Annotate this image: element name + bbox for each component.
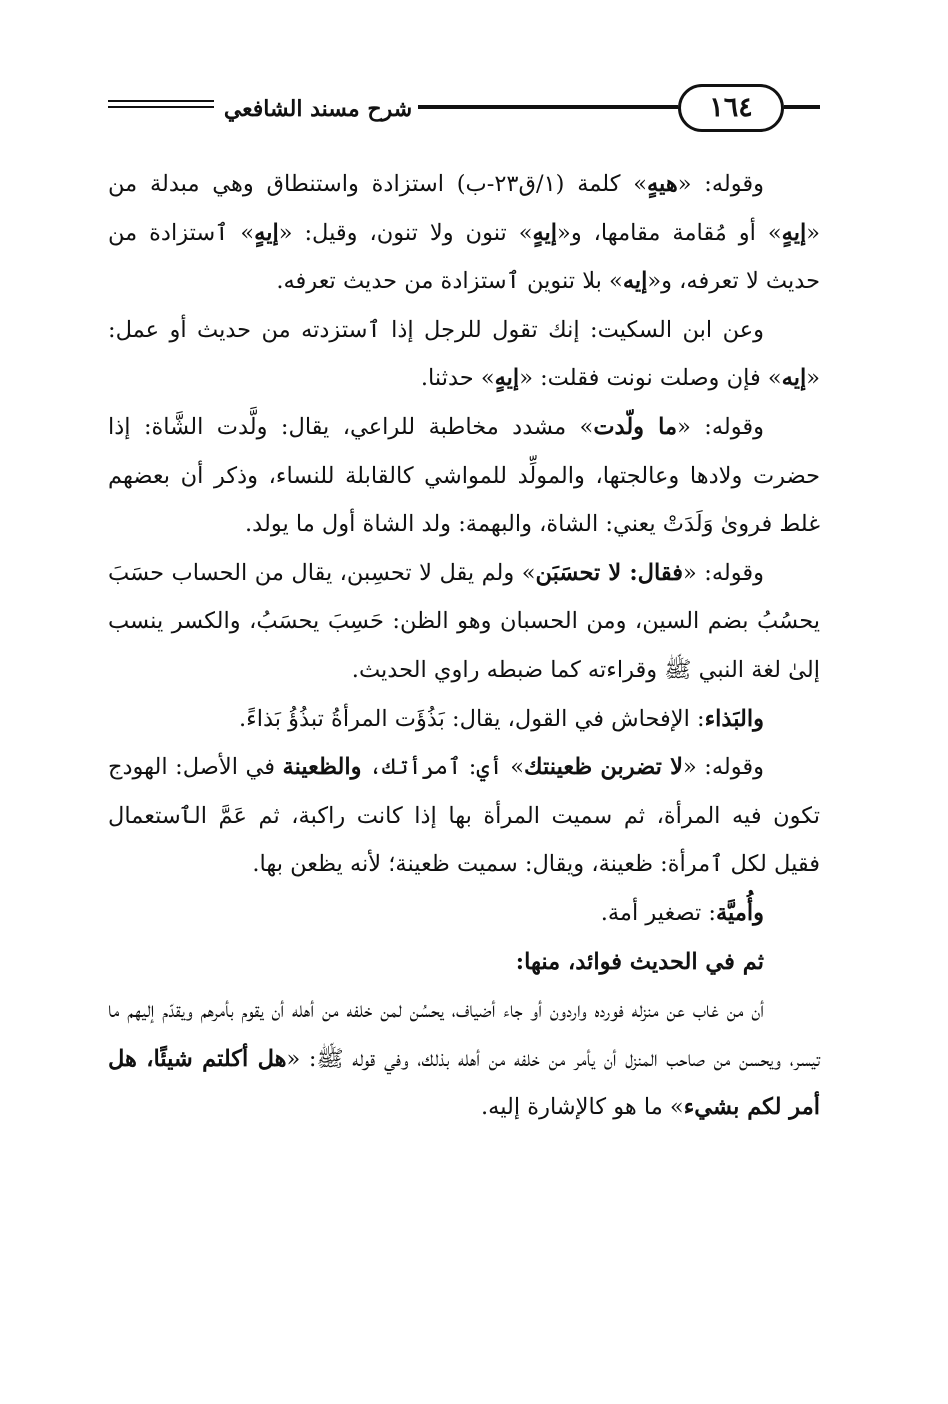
bold-term: إيهٍ xyxy=(781,219,807,246)
bold-term: هل أكلتم شيئًا، هل أمر لكم بشيء xyxy=(108,1045,820,1121)
header-rule xyxy=(418,105,678,109)
text-run: » بلا تنوين ٱستزادة من حديث تعرفه. xyxy=(276,268,623,295)
bold-term: لا تضربن ظعينتك xyxy=(524,754,683,781)
text-run: » أي: ٱمرأتك، xyxy=(361,754,525,781)
page-number: ١٦٤ xyxy=(678,84,784,132)
bold-term: إيهٍ xyxy=(254,219,279,246)
text-run: وقوله: « xyxy=(683,559,764,586)
bold-term: إيهٍ xyxy=(494,365,520,392)
text-run: أن من غاب عن منزله فورده واردون أو جاء أضياف، يحسُن لمن خلفه من أهله أن يقوم بأمرهم ويقدّم إليهم ما تيسر، ويحسن من صاحب المنزل أن يأمر من خلفه من أهله بذلك، وفي قوله ﷺ: « xyxy=(108,997,820,1072)
text-run: » ما هو كالإشارة إليه. xyxy=(481,1094,684,1121)
text-run: وقوله: « xyxy=(677,171,764,197)
page-body xyxy=(108,160,820,1132)
text-run: » مشدد مخاطبة للراعي، يقال: ولَّدت الشَّاة: إذا حضرت ولادها وعالجتها، والمولِّد للمواشي كالقابلة للنساء، وذكر أن بعضهم غلط فروىٰ وَلَدَتْ يعني: الشاة، والبهمة: ولد الشاة أول ما يولد. xyxy=(108,413,820,538)
paragraph xyxy=(108,549,820,695)
paragraph xyxy=(108,695,820,744)
paragraph xyxy=(108,938,820,987)
text-run: وعن ابن السكيت: إنك تقول للرجل إذا ٱستزدته من حديث أو عمل: « xyxy=(108,316,820,392)
running-title: شرح مسند الشافعي xyxy=(220,92,416,126)
paragraph xyxy=(108,403,820,549)
text-run: » أو مُقامة مقامها، و« xyxy=(557,219,782,246)
text-run: » ٱستزادة من حديث لا تعرفه، و« xyxy=(108,219,820,295)
paragraph xyxy=(108,306,820,403)
header-ornament xyxy=(108,100,214,108)
text-run: وقوله: « xyxy=(682,754,765,781)
bold-term: والظعينة xyxy=(282,754,362,781)
header-rule-right xyxy=(784,105,820,109)
text-run: » ولم يقل لا تحسِبن، يقال من الحساب حسَبَ يحسُبُ بضم السين، ومن الحسبان وهو الظن: حَسِبَ يحسَبُ، والكسر ينسب إلىٰ لغة النبي ﷺ وقراءته كما ضبطه راوي الحديث. xyxy=(108,559,820,683)
bold-term: هيهٍ xyxy=(646,171,678,197)
paragraph xyxy=(108,889,820,938)
page-header xyxy=(108,84,820,134)
text-run: » فإن وصلت نونت فقلت: « xyxy=(519,365,782,392)
bold-term: إيه xyxy=(622,268,648,295)
text-run: : تصغير أمة. xyxy=(600,899,716,926)
text-run: وقوله: « xyxy=(677,413,764,440)
bold-term: إيه xyxy=(781,365,807,392)
text-run: : الإفحاش في القول، يقال: بَذُؤَت المرأةُ تبذُؤُ بَذاءً. xyxy=(238,705,705,732)
bold-term: فقال: لا تحسَبَن xyxy=(535,559,684,586)
text-run: » كلمة (١/ق٢٣-ب) استزادة واستنطاق وهي مبدلة من « xyxy=(108,171,820,246)
bold-term: إيهٍ xyxy=(532,219,558,246)
text-run: » حدثنا. xyxy=(420,365,495,392)
paragraph xyxy=(108,743,820,889)
bold-term: ما ولّدت xyxy=(593,413,678,440)
bold-term: وأُميَّة xyxy=(715,899,764,926)
bold-term: ثم في الحديث فوائد، منها: xyxy=(515,948,764,975)
bold-term: والبَذاء xyxy=(704,705,764,732)
paragraph xyxy=(108,986,820,1132)
text-run: » تنون ولا تنون، وقيل: « xyxy=(278,219,533,246)
paragraph xyxy=(108,160,820,306)
text-run: في الأصل: الهودج تكون فيه المرأة، ثم سميت المرأة بها إذا كانت راكبة، ثم عَمَّ الٱستعمال فقيل لكل ٱمرأة: ظعينة، ويقال: سميت ظعينة؛ لأنه يظعن بها. xyxy=(108,754,820,878)
